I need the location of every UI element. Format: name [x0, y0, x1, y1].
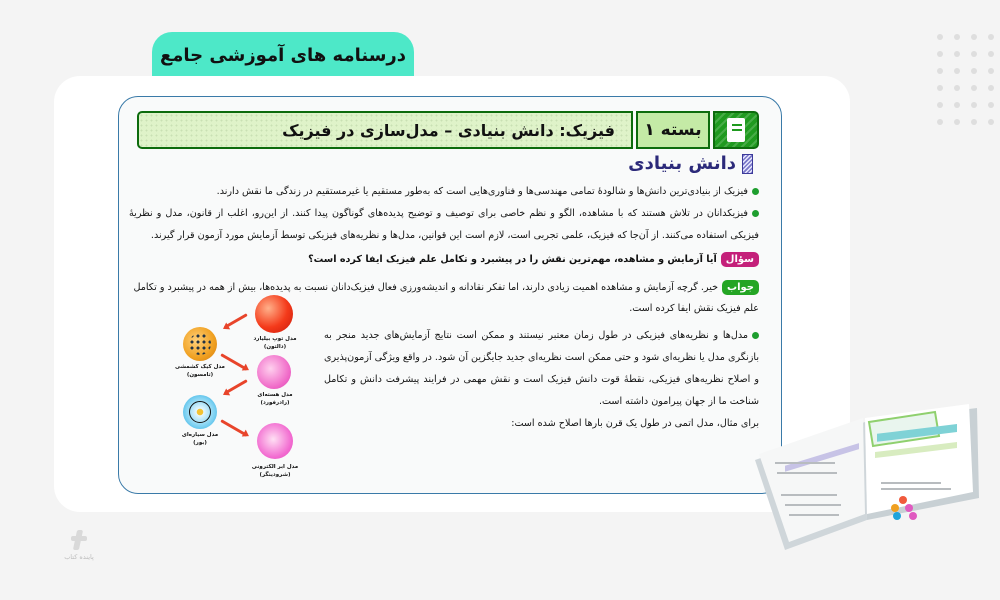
open-book-image — [745, 402, 985, 552]
answer-text: خیر. گرچه آزمایش و مشاهده اهمیت زیادی دارند، اما تفکر نقادانه و اندیشه‌ورزی فعال فیزیک‌دانان نسبت به پدیده‌ها، بیش از همه در پیشبرد و تکامل علم فیزیک نقش ایفا کرده است. — [133, 282, 759, 314]
lesson-page-sample — [118, 96, 782, 494]
dalton-atom-icon — [255, 295, 293, 333]
arrow-icon — [224, 313, 248, 329]
paragraph-1: فیزیک از بنیادی‌ترین دانش‌ها و شالودهٔ تمامی مهندسی‌ها و فناوری‌هایی است که به‌طور مستقیم یا غیرمستقیم در زندگی ما نقش دارند. — [129, 181, 759, 203]
heading-marker-icon — [742, 154, 753, 174]
bullet-icon — [752, 210, 759, 217]
bullet-icon — [752, 332, 759, 339]
paragraph-4: برای مثال، مدل اتمی در طول یک قرن بارها اصلاح شده است: — [511, 418, 759, 429]
schrodinger-atom-icon — [257, 423, 293, 459]
atom-label: مدل هسته‌ای (رادرفورد) — [257, 392, 293, 406]
rutherford-atom-icon — [257, 355, 291, 389]
section-heading — [628, 153, 753, 174]
page-title-tab: درسنامه های آموزشی جامع — [152, 32, 414, 78]
paragraph-3: مدل‌ها و نظریه‌های فیزیکی در طول زمان معتبر نیستند و ممکن است نتایج آزمایش‌های جدید منجر به بازنگری مدل یا نظریه‌ای شود و حتی ممکن است نظریه‌ای جدید جایگزین آن شود. در واقع ویژگی آزمون‌پذیری و اصلاح نظریه‌های فیزیکی، نقطهٔ قوت دانش فیزیک است و نقش مهمی در فرایند پیشرفت دانش و تکامل شناخت ما از جهان پیرامون داشته است. برای مثال، مدل اتمی در طول یک قرن بارها اصلاح شده است: — [324, 330, 759, 429]
answer-badge: جواب — [722, 280, 759, 295]
package-label: بسته ۱ — [636, 111, 710, 149]
paragraph-2: فیزیکدانان در تلاش هستند که با مشاهده، الگو و نظم خاصی برای توصیف و توضیح پدیده‌های گوناگون پیدا کنند. از این‌رو، اغلب از قانون، مدل و نظریهٔ فیزیکی استفاده می‌کنند. از آن‌جا که فیزیک، علمی تجربی است، لازم است این قوانین، مدل‌ها و نظریه‌های فیزیکی توسط آزمایش مورد آزمون قرار گیرند. — [129, 208, 759, 241]
thomson-atom-icon — [183, 327, 217, 361]
atom-label: مدل ابر الکترونی (شرودینگر) — [251, 464, 299, 478]
notebook-icon — [727, 118, 745, 142]
lesson-header-bar — [137, 111, 759, 149]
section-heading-text: دانش بنیادی — [628, 153, 736, 174]
brand-logo-icon — [71, 530, 87, 550]
brand-logo — [56, 530, 102, 561]
lesson-title: فیزیک: دانش بنیادی – مدل‌سازی در فیزیک — [137, 111, 633, 149]
bullet-icon — [752, 188, 759, 195]
atom-label: مدل سیاره‌ای (بور) — [181, 432, 219, 446]
question-badge: سؤال — [721, 252, 759, 267]
atom-label: مدل کیک کشمشی (تامسون) — [175, 364, 225, 378]
question-block — [129, 251, 759, 269]
decorative-dot-grid — [937, 34, 994, 125]
atom-label: مدل توپ بیلیارد (دالتون) — [253, 336, 297, 350]
question-text: آیا آزمایش و مشاهده، مهم‌ترین نقش را در پیشبرد و تکامل علم فیزیک ایفا کرده است؟ — [308, 254, 717, 265]
atom-models-diagram — [167, 295, 297, 485]
bohr-atom-icon — [183, 395, 217, 429]
brand-name: پاینده کتاب — [64, 553, 94, 561]
header-icon-box — [713, 111, 759, 149]
